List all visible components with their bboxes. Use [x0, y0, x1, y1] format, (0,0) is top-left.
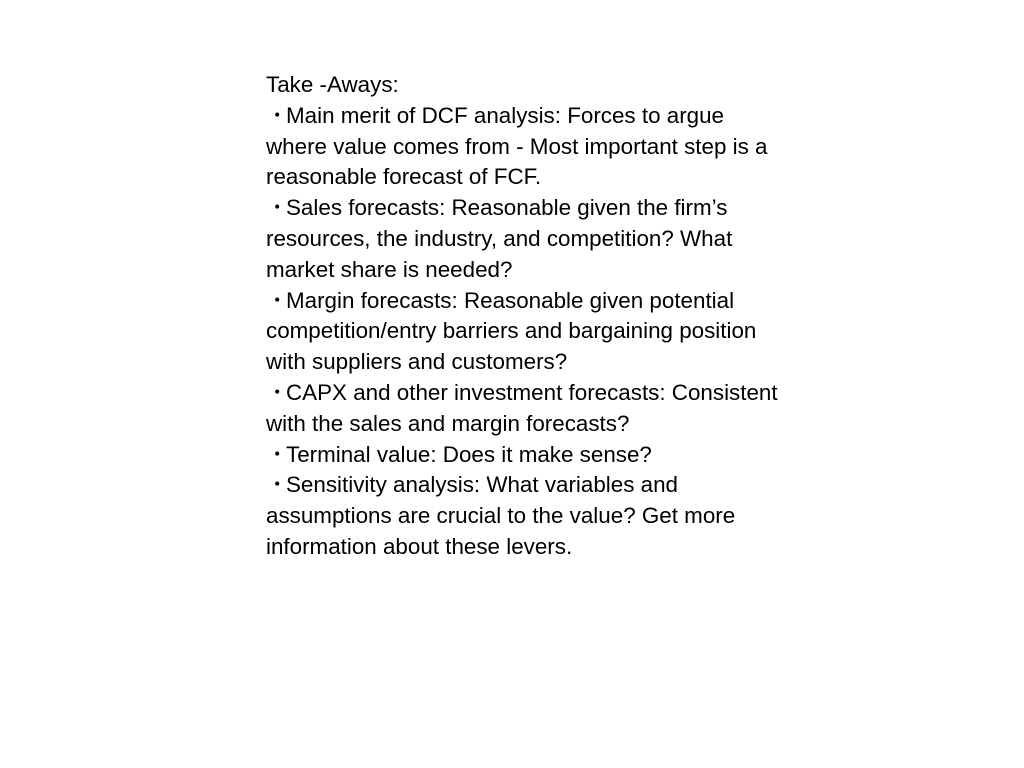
bullet-item-capx-forecasts: [266, 378, 786, 440]
bullet-item-dcf-merit: [266, 101, 786, 193]
bullet-item-sales-forecasts: [266, 193, 786, 285]
bullet-text: CAPX and other investment forecasts: Consistent with the sales and margin forecasts?: [266, 379, 778, 436]
bullet-dot-icon: ・: [266, 102, 289, 128]
bullet-item-margin-forecasts: [266, 286, 786, 378]
takeaways-heading: Take -Aways:: [266, 72, 399, 97]
bullet-text: Terminal value: Does it make sense?: [286, 441, 652, 467]
bullet-text: Sales forecasts: Reasonable given the firm’s resources, the industry, and competition? What market share is needed?: [266, 195, 733, 282]
bullet-dot-icon: ・: [266, 195, 289, 221]
bullet-text: Sensitivity analysis: What variables and assumptions are crucial to the value? Get more information about these levers.: [266, 472, 736, 559]
bullet-text: Main merit of DCF analysis: Forces to argue where value comes from - Most important step is a reasonable forecast of FCF.: [266, 102, 768, 190]
takeaways-textbox: [266, 70, 786, 563]
bullet-text: Margin forecasts: Reasonable given potential competition/entry barriers and bargaining position with suppliers and customers?: [266, 287, 757, 375]
bullet-dot-icon: ・: [266, 287, 289, 313]
bullet-dot-icon: ・: [266, 472, 289, 498]
bullet-dot-icon: ・: [266, 441, 289, 467]
bullet-item-sensitivity-analysis: [266, 470, 786, 562]
takeaways-bullet-list: [266, 101, 786, 563]
bullet-dot-icon: ・: [266, 379, 289, 405]
bullet-item-terminal-value: [266, 440, 786, 471]
